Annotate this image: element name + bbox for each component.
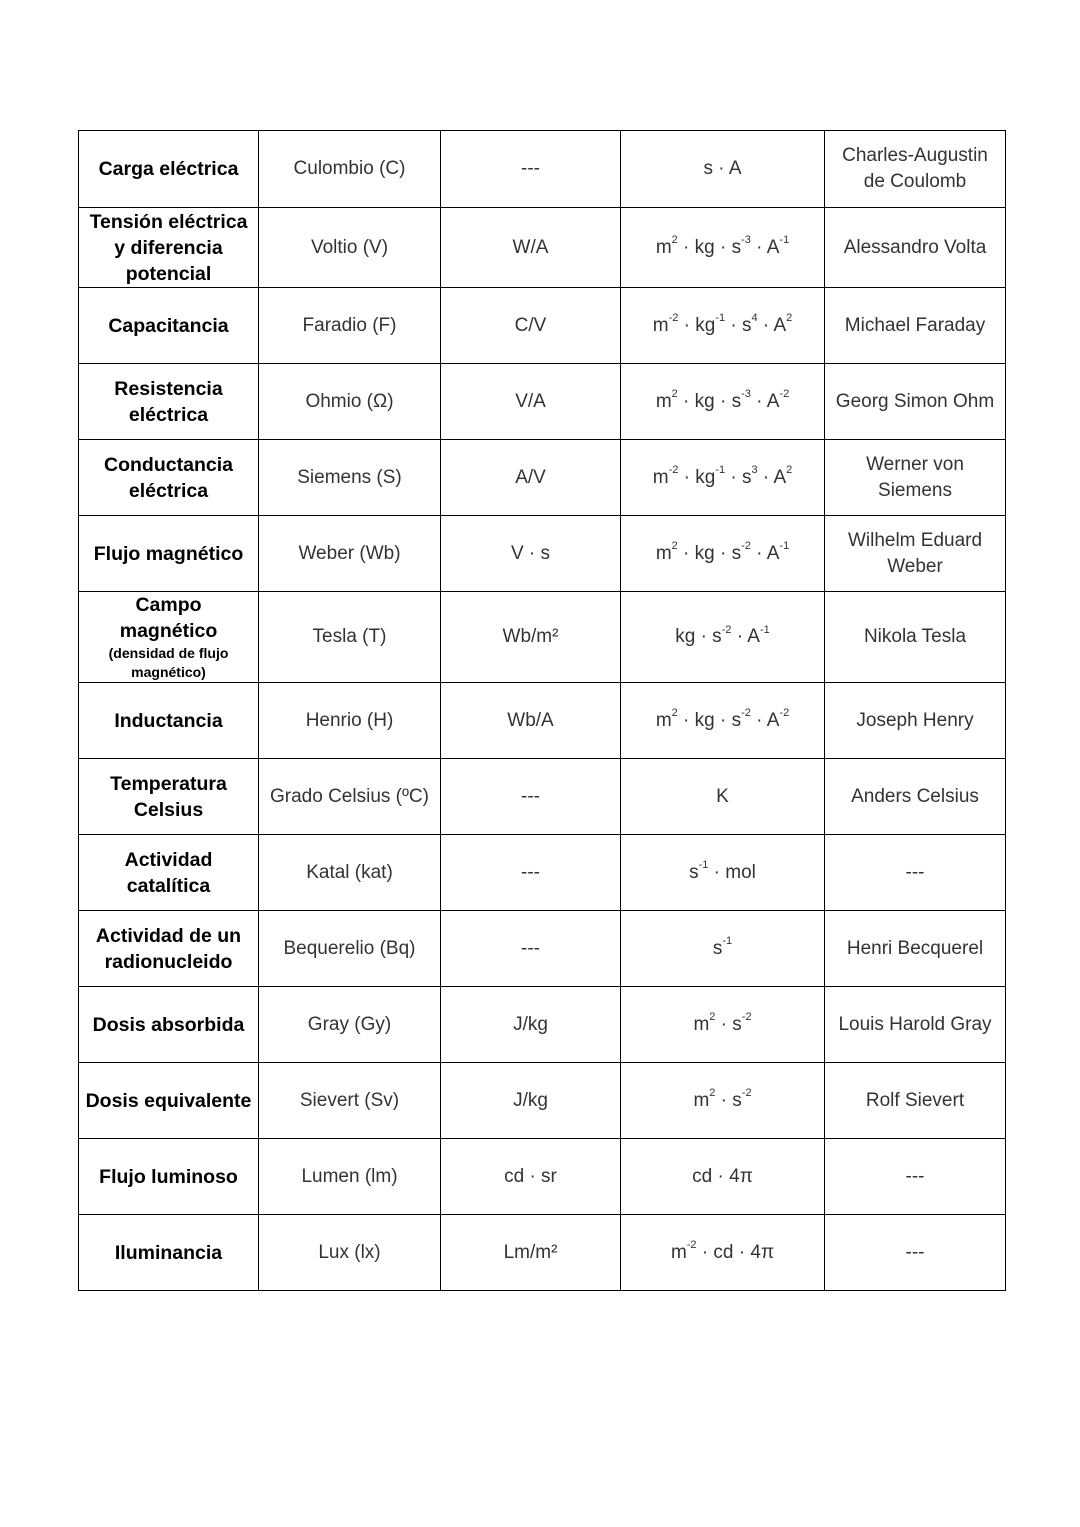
quantity-name-cell xyxy=(79,208,259,288)
base-unit-text: · kg xyxy=(678,314,716,336)
exponent: -2 xyxy=(668,312,679,325)
base-units-cell xyxy=(621,683,825,759)
quantity-name-cell xyxy=(79,131,259,208)
base-units-cell xyxy=(621,592,825,683)
table-row xyxy=(79,592,1006,683)
unit-name-cell: Bequerelio (Bq) xyxy=(259,911,441,987)
si-expression-cell: Wb/m² xyxy=(441,592,621,683)
table-row xyxy=(79,131,1006,208)
base-unit-text: · A xyxy=(750,236,780,258)
quantity-name: Tensión eléctrica y diferencia potencial xyxy=(89,210,248,285)
unit-name-cell: Lumen (lm) xyxy=(259,1139,441,1215)
base-unit-text: · kg · s xyxy=(677,709,742,731)
exponent: -2 xyxy=(741,1011,752,1024)
quantity-name: Conductancia eléctrica xyxy=(104,453,233,502)
exponent: -3 xyxy=(741,388,751,401)
named-after-cell: --- xyxy=(825,1215,1006,1291)
table-row xyxy=(79,288,1006,364)
si-expression-cell: Lm/m² xyxy=(441,1215,621,1291)
exponent: -2 xyxy=(668,464,679,477)
exponent: -2 xyxy=(779,388,790,401)
base-unit-text: · A xyxy=(750,542,780,564)
base-unit-text: · s xyxy=(715,1013,742,1035)
exponent: -3 xyxy=(741,234,751,247)
named-after-cell: Anders Celsius xyxy=(825,759,1006,835)
quantity-name: Capacitancia xyxy=(108,314,229,337)
exponent: 2 xyxy=(671,540,678,553)
quantity-name-cell xyxy=(79,1139,259,1215)
exponent: 2 xyxy=(786,464,793,477)
named-after-cell: Werner von Siemens xyxy=(825,440,1006,516)
base-unit-text: · A xyxy=(757,466,787,488)
named-after-cell: Louis Harold Gray xyxy=(825,987,1006,1063)
exponent: -1 xyxy=(722,935,733,948)
exponent: 2 xyxy=(671,234,678,247)
quantity-name-cell xyxy=(79,911,259,987)
quantity-note: (densidad de flujo magnético) xyxy=(108,645,229,680)
base-unit-text: · A xyxy=(750,390,780,412)
base-unit-text: · mol xyxy=(708,861,756,883)
base-units-cell xyxy=(621,1215,825,1291)
base-unit-text: · kg · s xyxy=(677,542,742,564)
exponent: -1 xyxy=(759,623,770,636)
table-row xyxy=(79,835,1006,911)
quantity-name: Flujo luminoso xyxy=(99,1165,238,1188)
quantity-name: Flujo magnético xyxy=(93,542,244,565)
exponent: 2 xyxy=(671,388,678,401)
unit-name-cell: Ohmio (Ω) xyxy=(259,364,441,440)
base-units-cell xyxy=(621,516,825,592)
base-units-cell xyxy=(621,440,825,516)
quantity-name-cell xyxy=(79,1215,259,1291)
named-after-cell: Alessandro Volta xyxy=(825,208,1006,288)
quantity-name-cell xyxy=(79,516,259,592)
si-expression-cell: Wb/A xyxy=(441,683,621,759)
unit-name-cell: Sievert (Sv) xyxy=(259,1063,441,1139)
unit-name-cell: Voltio (V) xyxy=(259,208,441,288)
exponent: -2 xyxy=(721,623,732,636)
base-units-cell xyxy=(621,131,825,208)
si-expression-cell: W/A xyxy=(441,208,621,288)
si-expression-cell: V · s xyxy=(441,516,621,592)
quantity-name-cell xyxy=(79,592,259,683)
table-row xyxy=(79,759,1006,835)
unit-name-cell: Lux (lx) xyxy=(259,1215,441,1291)
exponent: 2 xyxy=(786,312,793,325)
base-unit-text: · kg · s xyxy=(677,236,742,258)
named-after-cell: --- xyxy=(825,1139,1006,1215)
base-unit-text: m xyxy=(652,314,669,336)
quantity-name: Campo magnético xyxy=(119,594,218,642)
table-row xyxy=(79,1139,1006,1215)
exponent: 2 xyxy=(671,707,678,720)
base-units-cell xyxy=(621,911,825,987)
exponent: -2 xyxy=(741,540,751,553)
si-expression-cell: A/V xyxy=(441,440,621,516)
table-row xyxy=(79,683,1006,759)
quantity-name-cell xyxy=(79,364,259,440)
exponent: -2 xyxy=(741,707,751,720)
exponent: 2 xyxy=(709,1087,716,1100)
base-units-cell xyxy=(621,759,825,835)
exponent: 2 xyxy=(709,1011,716,1024)
base-unit-text: · cd · 4π xyxy=(696,1241,775,1263)
base-unit-text: m xyxy=(670,1241,687,1263)
si-expression-cell: --- xyxy=(441,835,621,911)
table-row xyxy=(79,208,1006,288)
quantity-name-cell xyxy=(79,288,259,364)
base-unit-text: · s xyxy=(715,1089,742,1111)
base-unit-text: m xyxy=(652,466,669,488)
named-after-cell: Henri Becquerel xyxy=(825,911,1006,987)
named-after-cell: Georg Simon Ohm xyxy=(825,364,1006,440)
table-body xyxy=(79,131,1006,1291)
exponent: -1 xyxy=(698,859,709,872)
unit-name-cell: Culombio (C) xyxy=(259,131,441,208)
exponent: -1 xyxy=(779,540,790,553)
quantity-name-cell xyxy=(79,683,259,759)
base-units-cell xyxy=(621,987,825,1063)
base-unit-text: · A xyxy=(750,709,780,731)
quantity-name: Iluminancia xyxy=(114,1241,223,1264)
base-unit-text: · s xyxy=(725,314,752,336)
quantity-name: Carga eléctrica xyxy=(98,158,239,180)
unit-name-cell: Weber (Wb) xyxy=(259,516,441,592)
table-row xyxy=(79,987,1006,1063)
table-row xyxy=(79,1215,1006,1291)
base-unit-text: kg · s xyxy=(675,626,722,647)
named-after-cell: Michael Faraday xyxy=(825,288,1006,364)
exponent: -1 xyxy=(779,234,790,247)
quantity-name-cell xyxy=(79,1063,259,1139)
si-expression-cell: J/kg xyxy=(441,1063,621,1139)
table-row xyxy=(79,440,1006,516)
exponent: 3 xyxy=(751,464,758,477)
si-expression-cell: --- xyxy=(441,911,621,987)
exponent: 4 xyxy=(751,312,758,325)
si-expression-cell: --- xyxy=(441,131,621,208)
table-row xyxy=(79,364,1006,440)
named-after-cell: Wilhelm Eduard Weber xyxy=(825,516,1006,592)
base-unit-text: · kg · s xyxy=(677,390,742,412)
exponent: -1 xyxy=(715,464,726,477)
quantity-name: Actividad de un radionucleido xyxy=(95,924,242,973)
named-after-cell: Rolf Sievert xyxy=(825,1063,1006,1139)
base-unit-text: s xyxy=(689,861,699,883)
base-unit-text: m xyxy=(655,709,672,731)
base-unit-text: m xyxy=(655,542,672,564)
si-derived-units-table xyxy=(78,130,1006,1291)
base-unit-text: m xyxy=(655,390,672,412)
named-after-cell: Joseph Henry xyxy=(825,683,1006,759)
base-unit-text: m xyxy=(693,1013,710,1035)
base-unit-text: · A xyxy=(757,314,787,336)
si-expression-cell: V/A xyxy=(441,364,621,440)
exponent: -2 xyxy=(686,1239,697,1252)
quantity-name-cell xyxy=(79,440,259,516)
table-row xyxy=(79,516,1006,592)
base-unit-text: · s xyxy=(725,466,752,488)
base-unit-text: m xyxy=(693,1089,710,1111)
table-row xyxy=(79,911,1006,987)
unit-name-cell: Tesla (T) xyxy=(259,592,441,683)
si-expression-cell: C/V xyxy=(441,288,621,364)
quantity-name-cell xyxy=(79,835,259,911)
base-unit-text: s · A xyxy=(703,158,742,179)
base-unit-text: s xyxy=(712,937,723,959)
base-unit-text: · A xyxy=(731,626,760,647)
si-expression-cell: cd · sr xyxy=(441,1139,621,1215)
si-expression-cell: --- xyxy=(441,759,621,835)
quantity-name: Dosis absorbida xyxy=(92,1013,245,1036)
named-after-cell: Nikola Tesla xyxy=(825,592,1006,683)
base-units-cell xyxy=(621,208,825,288)
named-after-cell: --- xyxy=(825,835,1006,911)
table-row xyxy=(79,1063,1006,1139)
exponent: -2 xyxy=(779,707,790,720)
base-units-cell xyxy=(621,288,825,364)
quantity-name-cell xyxy=(79,759,259,835)
unit-name-cell: Katal (kat) xyxy=(259,835,441,911)
unit-name-cell: Gray (Gy) xyxy=(259,987,441,1063)
quantity-name: Temperatura Celsius xyxy=(110,772,227,821)
base-units-cell xyxy=(621,1139,825,1215)
base-units-cell xyxy=(621,835,825,911)
base-units-cell xyxy=(621,364,825,440)
unit-name-cell: Siemens (S) xyxy=(259,440,441,516)
quantity-name: Dosis equivalente xyxy=(85,1089,252,1112)
unit-name-cell: Henrio (H) xyxy=(259,683,441,759)
exponent: -2 xyxy=(741,1087,752,1100)
base-units-cell xyxy=(621,1063,825,1139)
quantity-name-cell xyxy=(79,987,259,1063)
unit-name-cell: Faradio (F) xyxy=(259,288,441,364)
exponent: -1 xyxy=(715,312,726,325)
quantity-name: Inductancia xyxy=(114,709,223,732)
base-unit-text: m xyxy=(655,236,672,258)
quantity-name: Actividad catalítica xyxy=(124,848,213,897)
si-expression-cell: J/kg xyxy=(441,987,621,1063)
quantity-name: Resistencia eléctrica xyxy=(114,377,223,426)
named-after-cell: Charles-Augustin de Coulomb xyxy=(825,131,1006,208)
unit-name-cell: Grado Celsius (ºC) xyxy=(259,759,441,835)
base-unit-text: · kg xyxy=(678,466,716,488)
base-unit-text: cd · 4π xyxy=(692,1165,753,1187)
base-unit-text: K xyxy=(716,785,729,807)
